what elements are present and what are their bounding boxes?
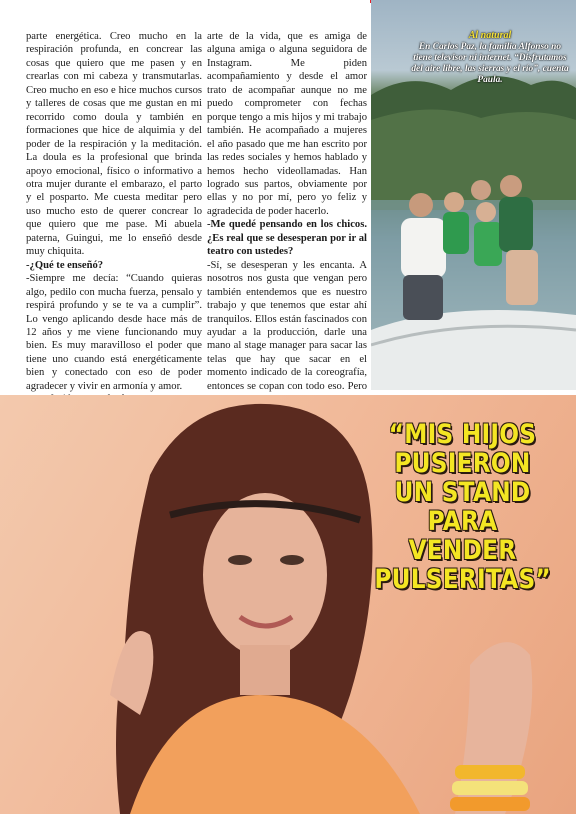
- caption-text: En Carlos Paz, la familia Alfonso no tiene televisor ni internet. “Disfrutamos del aire libre, las sierras y el río”, cuenta Paula.: [411, 42, 569, 85]
- photo-caption: [411, 30, 569, 86]
- paragraph: -Siempre me decía: “Cuando quieras algo, pedilo con mucha fuerza, pensalo y respirá profundo y se te va a cumplir”. Lo vengo aplicando desde hace más de 12 años y me viene funcionando muy bien. Es muy maravilloso el poder que tiene uno cuando está energéticamente bien y conectado con eso de poder agradecer y vivir en armonía y amor.: [26, 273, 202, 392]
- family-boat-photo: [371, 0, 576, 390]
- paragraph: parte energética. Creo mucho en la respiración profunda, en concrear las cosas que quiero que me pasen y en crearlas con mi cabeza y transmutarlas. Creo mucho en eso e hice muchos cursos y talleres de cosas que me gustan en mi recorrido como doula y también en formaciones que hice de alquimia y del poder de la respiración y la meditación. La doula es la profesional que brinda apoyo emocional, físico o informativo a otra mujer durante el embarazo, el parto y el posparto. Me cuesta meditar pero uso mucho esto de querer concrear lo que quiero que me pase. Mi abuela paterna, Guingui, me lo enseñó desde muy chiquita.: [26, 31, 202, 258]
- interview-question: -Me quedé pensando en los chicos. ¿Es real que se desesperan por ir al teatro con ustedes?: [207, 219, 367, 258]
- caption-title: Al natural: [468, 30, 512, 41]
- paragraph: arte de la vida, que es amiga de alguna amiga o alguna seguidora de Instagram. Me piden acompañamiento y desde el amor trato de acompañar aunque no me puedo comprometer con fechas porque tengo a mis hijos y mi trabajo también. He acompañado a mujeres el año pasado que me han escrito por las redes sociales y hemos hablado y hemos hecho videollamadas. Han logrado sus partos, obviamente por ellas y no por mí, pero yo feliz y agradecida de poder hacerlo.: [207, 31, 367, 217]
- interview-question: -¿Qué te enseñó?: [26, 259, 104, 271]
- paragraph: -Sí, se desesperan y les encanta. A nosotros nos gusta que vengan pero también entendemos que es nuestro trabajo y que tenemos que estar ahí tranquilos. Ellos están fascinados con ayudar a la producción, darle una mano al stage manager para sacar las telas que hay que sacar en el momento indicado de la coreografía, entonces se copan con todo eso. Pero: [207, 259, 367, 392]
- pull-quote: “MIS HIJOS PUSIERON UN STAND PARA VENDER PULSERITAS”: [374, 419, 551, 595]
